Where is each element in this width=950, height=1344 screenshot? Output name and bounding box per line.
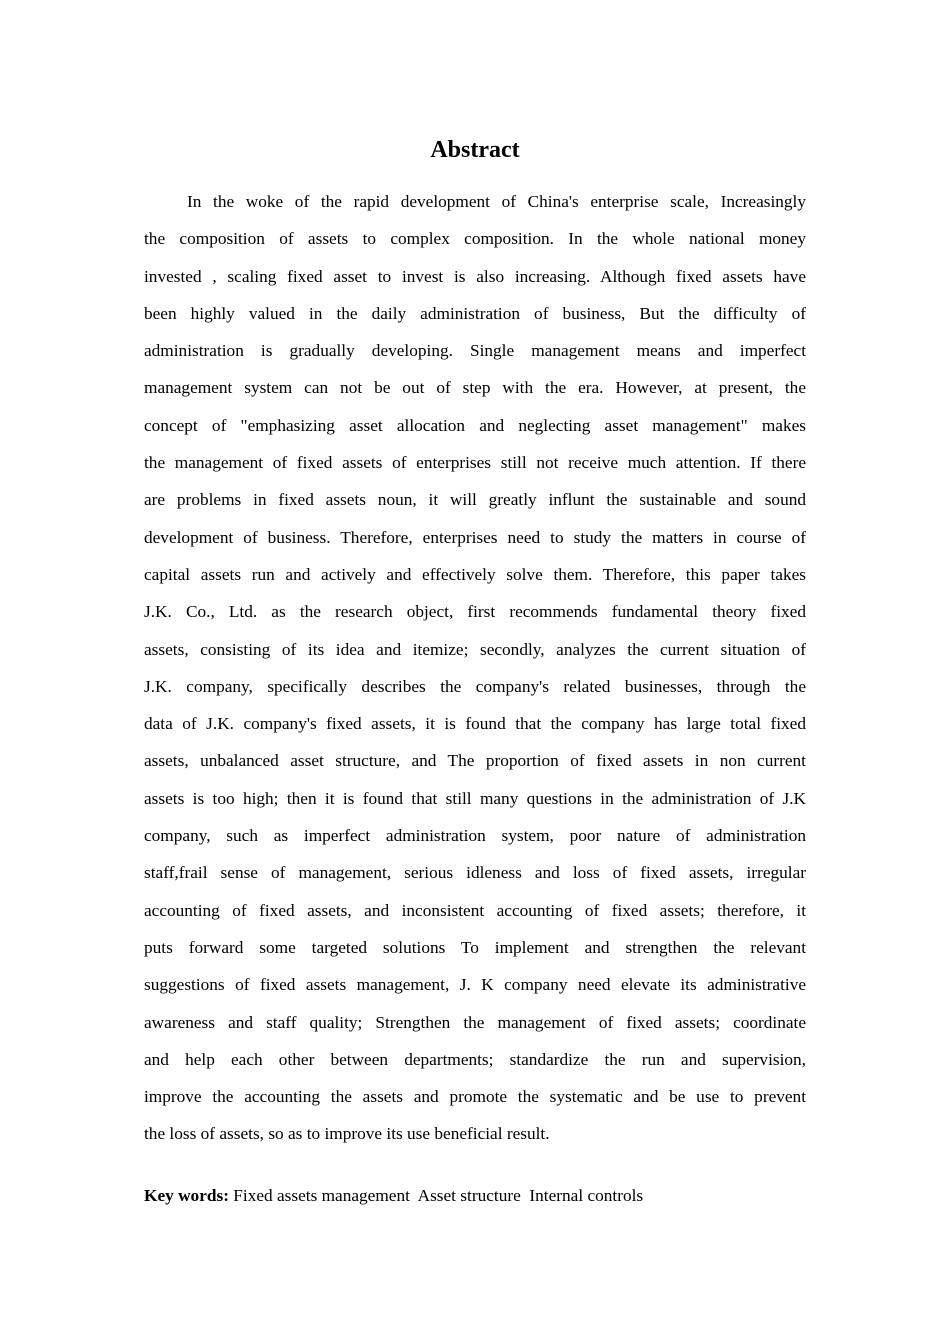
keywords-label: Key words: (144, 1186, 229, 1205)
abstract-line: and help each other between departments; standardize the run and supervision, (144, 1049, 806, 1069)
abstract-line: suggestions of fixed assets management, J. K company need elevate its administrative (144, 975, 806, 995)
abstract-line: concept of "emphasizing asset allocation and neglecting asset management" makes (144, 415, 806, 435)
abstract-line: are problems in fixed assets noun, it will greatly influnt the sustainable and sound (144, 490, 806, 510)
abstract-body (144, 186, 806, 1156)
abstract-line: company, such as imperfect administration system, poor nature of administration (144, 826, 806, 846)
abstract-line: been highly valued in the daily administration of business, But the difficulty of (144, 303, 806, 323)
abstract-title: Abstract (430, 137, 520, 163)
abstract-line: capital assets run and actively and effectively solve them. Therefore, this paper takes (144, 564, 806, 584)
abstract-line: administration is gradually developing. Single management means and imperfect (144, 341, 806, 361)
abstract-line: staff,frail sense of management, serious idleness and loss of fixed assets, irregular (144, 863, 806, 883)
abstract-line: awareness and staff quality; Strengthen the management of fixed assets; coordinate (144, 1012, 806, 1032)
abstract-line: assets is too high; then it is found that still many questions in the administration of J.K (144, 788, 806, 808)
abstract-line: assets, unbalanced asset structure, and The proportion of fixed assets in non current (144, 751, 806, 771)
abstract-line: management system can not be out of step with the era. However, at present, the (144, 378, 806, 398)
abstract-line: assets, consisting of its idea and itemize; secondly, analyzes the current situation of (144, 639, 806, 659)
abstract-line: invested , scaling fixed asset to invest is also increasing. Although fixed assets have (144, 266, 806, 286)
abstract-line: the loss of assets, so as to improve its use beneficial result. (144, 1124, 550, 1144)
keywords-text: Fixed assets management Asset structure Internal controls (228, 1186, 644, 1205)
abstract-line: J.K. company, specifically describes the company's related businesses, through the (144, 676, 806, 696)
abstract-line: J.K. Co., Ltd. as the research object, first recommends fundamental theory fixed (144, 602, 806, 622)
abstract-line: development of business. Therefore, enterprises need to study the matters in course of (144, 527, 806, 547)
abstract-line: the composition of assets to complex composition. In the whole national money (144, 229, 806, 249)
abstract-line: the management of fixed assets of enterprises still not receive much attention. If there (144, 453, 806, 473)
abstract-line: improve the accounting the assets and promote the systematic and be use to prevent (144, 1087, 806, 1107)
abstract-line: puts forward some targeted solutions To implement and strengthen the relevant (144, 937, 806, 957)
abstract-line: In the woke of the rapid development of China's enterprise scale, Increasingly (187, 192, 806, 211)
abstract-line: data of J.K. company's fixed assets, it is found that the company has large total fixed (144, 714, 806, 734)
keywords (144, 1180, 643, 1212)
abstract-line: accounting of fixed assets, and inconsistent accounting of fixed assets; therefore, it (144, 900, 806, 920)
